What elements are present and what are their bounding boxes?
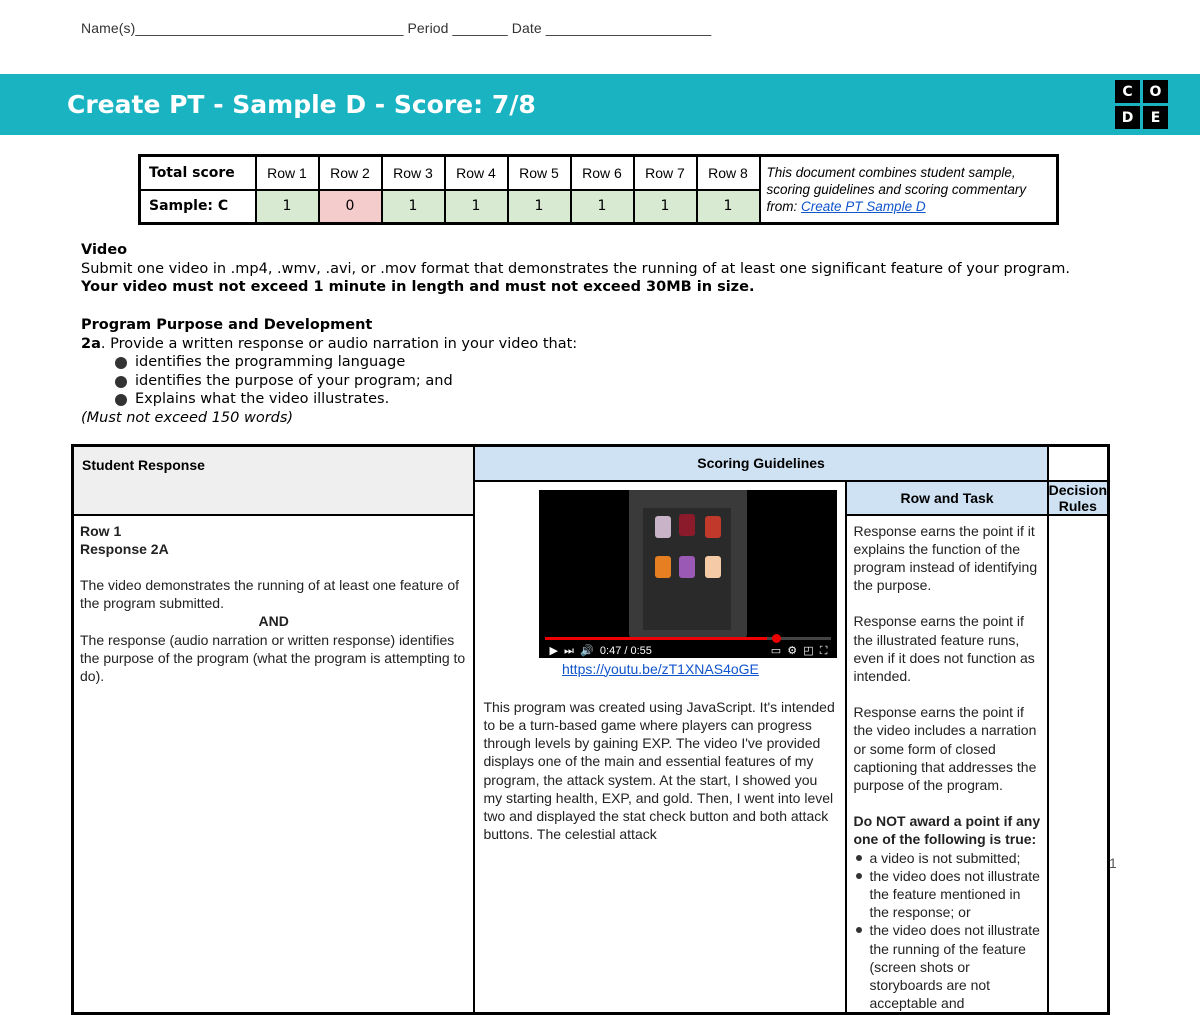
sprite-icon <box>705 556 721 578</box>
row-header: Row 4 <box>445 156 508 190</box>
do-not-award-list <box>853 849 1040 1013</box>
sprite-icon <box>679 556 695 578</box>
do-not-award-item: the video does not illustrate the running of the feature (screen shots or storyboards are not acceptable and <box>853 921 1040 1012</box>
phone-frame <box>629 490 747 640</box>
do-not-award-item: the video does not illustrate the feature mentioned in the response; or <box>853 867 1040 922</box>
score-cell: 1 <box>445 190 508 224</box>
next-icon[interactable]: ⏭ <box>564 644 574 657</box>
sample-label: Sample: C <box>140 190 256 224</box>
student-response-header-label: Student Response <box>82 457 205 473</box>
word-limit: (Must not exceed 150 words) <box>81 409 294 426</box>
cast-icon[interactable]: ◰ <box>803 644 814 657</box>
page-number: 1 <box>1109 855 1117 871</box>
student-response-header <box>73 446 475 515</box>
score-cell: 1 <box>571 190 634 224</box>
total-score-label: Total score <box>140 156 256 190</box>
response-label: Response 2A <box>80 540 169 557</box>
game-screen <box>643 508 731 630</box>
score-cell: 1 <box>256 190 319 224</box>
prompt-bullet: Explains what the video illustrates. <box>115 390 577 409</box>
video-section <box>81 241 1070 297</box>
do-not-award-rule: Do NOT award a point if any one of the following is true: <box>853 813 1041 848</box>
video-link-line <box>483 660 837 678</box>
prompt-bullets <box>115 353 577 409</box>
do-not-award-item: a video is not submitted; <box>853 849 1040 867</box>
decision-rule: Response earns the point if the video includes a narration or some form of closed captioning that addresses the purpose of the program. <box>853 704 1037 793</box>
source-note-text: This document combines student sample, scoring guidelines and scoring commentary from: <box>766 165 1027 214</box>
settings-icon[interactable]: ⚙ <box>787 644 798 657</box>
logo-letter: E <box>1143 106 1168 129</box>
decision-rules-header: Decision Rules <box>1048 481 1107 514</box>
page-title: Create PT - Sample D - Score: 7/8 <box>67 90 536 119</box>
student-response-cell <box>474 481 846 1014</box>
logo-letter: D <box>1115 106 1140 129</box>
prompt-number: 2a <box>81 335 101 352</box>
video-controls-right <box>771 642 828 660</box>
purpose-heading: Program Purpose and Development <box>81 317 373 333</box>
video-limits: Your video must not exceed 1 minute in length and must not exceed 30MB in size. <box>81 279 755 295</box>
video-progress-fill <box>545 637 767 640</box>
code-logo <box>1115 80 1171 130</box>
prompt-2a <box>81 335 577 354</box>
captions-icon[interactable]: ▭ <box>770 644 782 657</box>
prompt-bullet: identifies the purpose of your program; and <box>115 372 577 391</box>
row-header: Row 5 <box>508 156 571 190</box>
sprite-icon <box>705 516 721 538</box>
video-link[interactable]: https://youtu.be/zT1XNAS4oGE <box>562 660 759 677</box>
row-header: Row 1 <box>256 156 319 190</box>
row-header: Row 6 <box>571 156 634 190</box>
score-table <box>138 154 1059 225</box>
decision-rule: Response earns the point if it explains the function of the program instead of identifying the purpose. <box>853 522 1038 594</box>
sprite-icon <box>655 516 671 538</box>
response-table <box>71 444 1110 1015</box>
score-cell: 0 <box>319 190 382 224</box>
video-progress-bar[interactable] <box>545 637 831 640</box>
volume-icon[interactable]: 🔊 <box>580 644 594 657</box>
prompt-text: . Provide a written response or audio narration in your video that: <box>100 335 578 352</box>
logo-letter: O <box>1143 80 1168 103</box>
student-response-text: This program was created using JavaScript. It's intended to be a turn-based game where players can progress through levels by gaining EXP. The video I've provided displays one of the main and essential features of my program, the attack system. At the start, I showed you my starting health, EXP, and gold. Then, I went into level two and displayed the stat check button and both attack buttons. The celestial attack <box>483 698 835 843</box>
video-instructions: Submit one video in .mp4, .wmv, .avi, or .mov format that demonstrates the running of at least one significant feature of your program. <box>81 260 1070 277</box>
task-text: The video demonstrates the running of at least one feature of the program submitted. <box>80 576 460 612</box>
source-note-link[interactable]: Create PT Sample D <box>801 199 926 214</box>
score-cell: 1 <box>382 190 445 224</box>
scoring-guidelines-header: Scoring Guidelines <box>474 446 1047 481</box>
row-header: Row 8 <box>697 156 760 190</box>
sprite-icon <box>679 514 695 536</box>
sprite-icon <box>655 556 671 578</box>
score-cell: 1 <box>697 190 760 224</box>
score-cell: 1 <box>508 190 571 224</box>
row-task-cell <box>73 515 475 1014</box>
row-header: Row 2 <box>319 156 382 190</box>
video-heading: Video <box>81 242 128 258</box>
row-header: Row 7 <box>634 156 697 190</box>
prompt-bullet: identifies the programming language <box>115 353 577 372</box>
name-period-date-line: Name(s)__________________________________ Period _______ Date _____________________ <box>81 20 712 36</box>
row-header: Row 3 <box>382 156 445 190</box>
and-label: AND <box>258 613 289 630</box>
purpose-section <box>81 316 577 427</box>
task-text: The response (audio narration or written response) identifies the purpose of the program (what the program is attempting to do). <box>80 631 466 684</box>
title-banner <box>0 74 1200 135</box>
video-time: 0:47 / 0:55 <box>599 644 652 657</box>
source-note <box>760 156 1058 224</box>
decision-rules-cell <box>846 515 1047 1014</box>
decision-rule: Response earns the point if the illustrated feature runs, even if it does not function as intended. <box>853 613 1035 684</box>
fullscreen-icon[interactable]: ⛶ <box>819 644 828 657</box>
score-cell: 1 <box>634 190 697 224</box>
video-player[interactable] <box>539 490 837 658</box>
row-and-task-header: Row and Task <box>846 481 1047 515</box>
video-controls-left <box>549 642 651 660</box>
logo-letter: C <box>1115 80 1140 103</box>
play-icon[interactable]: ▶ <box>549 644 558 657</box>
row-label: Row 1 <box>80 522 122 539</box>
